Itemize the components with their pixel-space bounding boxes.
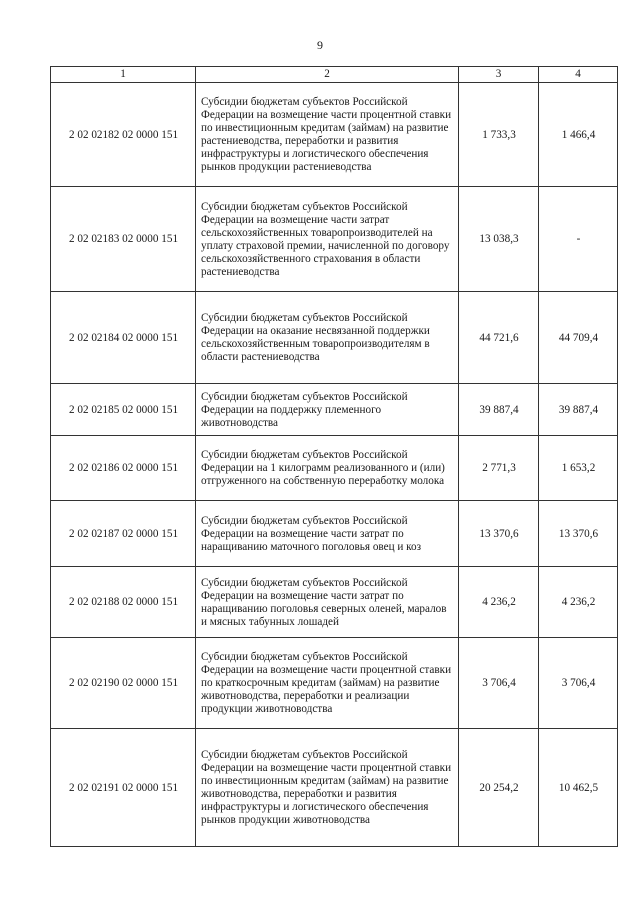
subsidy-table xyxy=(50,66,618,847)
table-row xyxy=(51,729,618,847)
column-header-4: 4 xyxy=(539,67,618,83)
amount-col3-cell: 2 771,3 xyxy=(459,436,539,501)
amount-col3-cell: 3 706,4 xyxy=(459,638,539,729)
description-cell: Субсидии бюджетам субъектов Российской Федерации на возмещение части затрат по наращиванию маточного поголовья овец и коз xyxy=(196,501,459,567)
table-row xyxy=(51,501,618,567)
table-row xyxy=(51,567,618,638)
amount-col3-cell: 1 733,3 xyxy=(459,83,539,187)
amount-col4-cell: 13 370,6 xyxy=(539,501,618,567)
amount-col4-cell: 44 709,4 xyxy=(539,292,618,384)
amount-col4-cell: 3 706,4 xyxy=(539,638,618,729)
budget-code-cell: 2 02 02184 02 0000 151 xyxy=(51,292,196,384)
table-row xyxy=(51,638,618,729)
description-cell: Субсидии бюджетам субъектов Российской Федерации на поддержку племенного животноводства xyxy=(196,384,459,436)
budget-code-cell: 2 02 02191 02 0000 151 xyxy=(51,729,196,847)
amount-col3-cell: 13 038,3 xyxy=(459,187,539,292)
column-header-1: 1 xyxy=(51,67,196,83)
column-header-2: 2 xyxy=(196,67,459,83)
description-cell: Субсидии бюджетам субъектов Российской Федерации на возмещение части процентной ставки по инвестиционным кредитам (займам) на развитие животноводства, переработки и развития инфраструктуры и логистического обеспечения рынков продукции животноводства xyxy=(196,729,459,847)
amount-col3-cell: 44 721,6 xyxy=(459,292,539,384)
amount-col3-cell: 39 887,4 xyxy=(459,384,539,436)
amount-col4-cell: - xyxy=(539,187,618,292)
budget-code-cell: 2 02 02188 02 0000 151 xyxy=(51,567,196,638)
table-header-row xyxy=(51,67,618,83)
budget-code-cell: 2 02 02187 02 0000 151 xyxy=(51,501,196,567)
amount-col4-cell: 1 653,2 xyxy=(539,436,618,501)
amount-col4-cell: 10 462,5 xyxy=(539,729,618,847)
amount-col4-cell: 39 887,4 xyxy=(539,384,618,436)
column-header-3: 3 xyxy=(459,67,539,83)
table-row xyxy=(51,187,618,292)
budget-code-cell: 2 02 02186 02 0000 151 xyxy=(51,436,196,501)
budget-code-cell: 2 02 02190 02 0000 151 xyxy=(51,638,196,729)
page-number: 9 xyxy=(317,38,323,52)
amount-col3-cell: 4 236,2 xyxy=(459,567,539,638)
amount-col3-cell: 13 370,6 xyxy=(459,501,539,567)
table-row xyxy=(51,83,618,187)
description-cell: Субсидии бюджетам субъектов Российской Федерации на возмещение части процентной ставки по краткосрочным кредитам (займам) на развитие животноводства, переработки и реализации продукции животноводства xyxy=(196,638,459,729)
table-row xyxy=(51,384,618,436)
description-cell: Субсидии бюджетам субъектов Российской Федерации на возмещение части затрат сельскохозяйственных товаропроизводителей на уплату страховой премии, начисленной по договору сельскохозяйственного страхования в области растениеводства xyxy=(196,187,459,292)
amount-col4-cell: 1 466,4 xyxy=(539,83,618,187)
table-row xyxy=(51,292,618,384)
budget-code-cell: 2 02 02185 02 0000 151 xyxy=(51,384,196,436)
description-cell: Субсидии бюджетам субъектов Российской Федерации на оказание несвязанной поддержки сельскохозяйственным товаропроизводителям в области растениеводства xyxy=(196,292,459,384)
description-cell: Субсидии бюджетам субъектов Российской Федерации на возмещение части процентной ставки по инвестиционным кредитам (займам) на развитие растениеводства, переработки и развития инфраструктуры и логистического обеспечения рынков продукции растениеводства xyxy=(196,83,459,187)
budget-code-cell: 2 02 02183 02 0000 151 xyxy=(51,187,196,292)
description-cell: Субсидии бюджетам субъектов Российской Федерации на возмещение части затрат по наращиванию поголовья северных оленей, маралов и мясных табунных лошадей xyxy=(196,567,459,638)
amount-col3-cell: 20 254,2 xyxy=(459,729,539,847)
description-cell: Субсидии бюджетам субъектов Российской Федерации на 1 килограмм реализованного и (или) отгруженного на собственную переработку молока xyxy=(196,436,459,501)
table-row xyxy=(51,436,618,501)
budget-code-cell: 2 02 02182 02 0000 151 xyxy=(51,83,196,187)
amount-col4-cell: 4 236,2 xyxy=(539,567,618,638)
